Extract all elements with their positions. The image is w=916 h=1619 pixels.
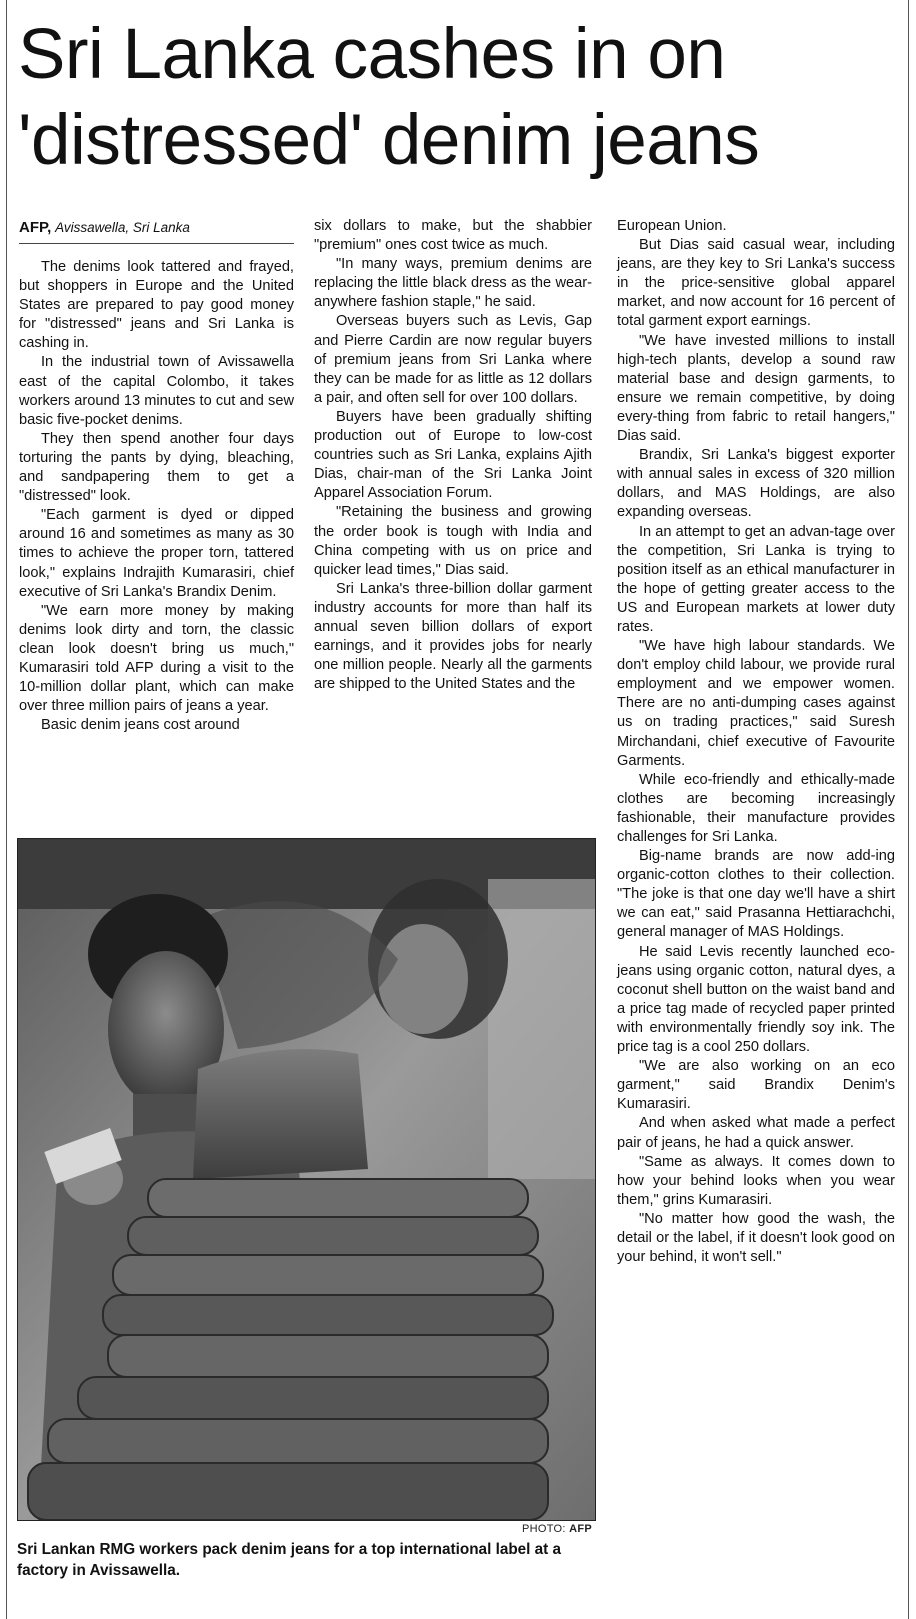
headline-line-2: 'distressed' denim jeans <box>18 101 760 180</box>
paragraph: And when asked what made a perfect pair of jeans, he had a quick answer. <box>617 1115 895 1151</box>
paragraph: In the industrial town of Avissawella east of the capital Colombo, it takes workers around 13 minutes to cut and sew basic five-pocket denims. <box>19 354 294 428</box>
article-column-1 <box>19 258 294 735</box>
paragraph: Basic denim jeans cost around <box>41 717 240 734</box>
headline <box>18 12 898 184</box>
article-column-2 <box>314 217 592 694</box>
paragraph: Buyers have been gradually shifting production out of Europe to low-cost countries such as Sri Lanka, explains Ajith Dias, chair-man of the Sri Lanka Joint Apparel Association Forum. <box>314 408 592 502</box>
background-worker-face <box>378 924 468 1034</box>
paragraph: Brandix, Sri Lanka's biggest exporter with annual sales in excess of 320 million dollars, and MAS Holdings, are also expanding overseas. <box>617 447 895 521</box>
paragraph: "Retaining the business and growing the order book is tough with India and China competing with us on price and quicker lead times," Dias said. <box>314 504 592 578</box>
headline-line-1: Sri Lanka cashes in on <box>18 15 726 94</box>
paragraph: "In many ways, premium denims are replacing the little black dress as the wear-anywhere fashion staple," he said. <box>314 256 592 311</box>
news-photo <box>17 838 596 1521</box>
photo-credit-source: AFP <box>569 1523 592 1535</box>
paragraph: In an attempt to get an advan-tage over the competition, Sri Lanka is trying to position itself as an ethical manufacturer in the hope of getting greater access to the US and European markets at lower duty rates. <box>617 523 895 635</box>
dateline-place: Avissawella, Sri Lanka <box>55 220 190 235</box>
right-border-rule <box>908 0 909 1619</box>
photo-caption: Sri Lankan RMG workers pack denim jeans for a top international label at a factory in Avissawella. <box>17 1541 562 1579</box>
paragraph: He said Levis recently launched eco-jeans using organic cotton, natural dyes, a coconut shell button on the waist band and a price tag made of recycled paper printed with environmentally friendly soy ink. The price tag is a cool 250 dollars. <box>617 943 895 1056</box>
paragraph: "We have high labour standards. We don't employ child labour, we provide rural employment and we empower women. There are no anti-dumping cases against us on trading practices," said Suresh Mirchandani, chief executive of Favourite Garments. <box>617 638 895 769</box>
paragraph: "Each garment is dyed or dipped around 16 and sometimes as many as 30 times to achieve the proper torn, tattered look," explains Indrajith Kumarasiri, chief executive of Sri Lanka's Brandix Denim. <box>19 507 294 600</box>
paragraph: "We earn more money by making denims look dirty and torn, the classic clean look doesn't bring us much," Kumarasiri told AFP during a visit to the 10-million dollar plant, which can make over three million pairs of jeans a year. <box>19 602 294 715</box>
photo-credit-label: PHOTO: <box>521 1523 566 1535</box>
photo-illustration <box>18 839 595 1520</box>
paragraph: But Dias said casual wear, including jeans, are they key to Sri Lanka's success in the price-sensitive global apparel market, and now account for 16 percent of total garment export earnings. <box>617 237 895 330</box>
paragraph: "We have invested millions to install high-tech plants, develop a sound raw material base and design garments, to ensure we remain competitive, by doing every-thing from fabric to retail hangers," Dias said. <box>617 332 895 445</box>
photo-credit <box>17 1523 592 1535</box>
paragraph: They then spend another four days torturing the pants by dying, bleaching, and sandpapering them to get a "distressed" look. <box>19 430 294 505</box>
paragraph: Sri Lanka's three-billion dollar garment industry accounts for more than half its annual seven billion dollars of export earnings, and it provides jobs for nearly one million people. Nearly all the garments are shipped to the United States and the <box>314 580 592 693</box>
paragraph: The denims look tattered and frayed, but shoppers in Europe and the United States are prepared to pay good money for "distressed" jeans and Sri Lanka is cashing in. <box>19 259 294 352</box>
left-border-rule <box>6 0 7 1619</box>
factory-rack <box>488 879 595 1179</box>
paragraph: "No matter how good the wash, the detail or the label, if it doesn't look good on your behind, it won't sell." <box>617 1210 895 1266</box>
paragraph: six dollars to make, but the shabbier "premium" ones cost twice as much. <box>314 218 592 254</box>
paragraph: While eco-friendly and ethically-made clothes are becoming increasingly fashionable, their manufacture provides challenges for Sri Lanka. <box>617 771 895 845</box>
paragraph: Big-name brands are now add-ing organic-cotton clothes to their collection. "The joke is that one day we'll have a shirt we can eat," said Prasanna Hettiarachchi, general manager of MAS Holdings. <box>617 848 895 941</box>
paragraph: "Same as always. It comes down to how your behind looks when you wear them," grins Kumarasiri. <box>617 1153 895 1208</box>
article-column-3 <box>617 217 895 1267</box>
paragraph: Overseas buyers such as Levis, Gap and Pierre Cardin are now regular buyers of premium jeans from Sri Lanka where they can be made for as little as 12 dollars a pair, and often sell for over 100 dollars. <box>314 313 592 406</box>
dateline-agency: AFP, <box>19 219 52 236</box>
dateline <box>19 218 294 244</box>
paragraph: "We are also working on an eco garment," said Brandix Denim's Kumarasiri. <box>617 1058 895 1113</box>
paragraph: European Union. <box>617 218 727 234</box>
